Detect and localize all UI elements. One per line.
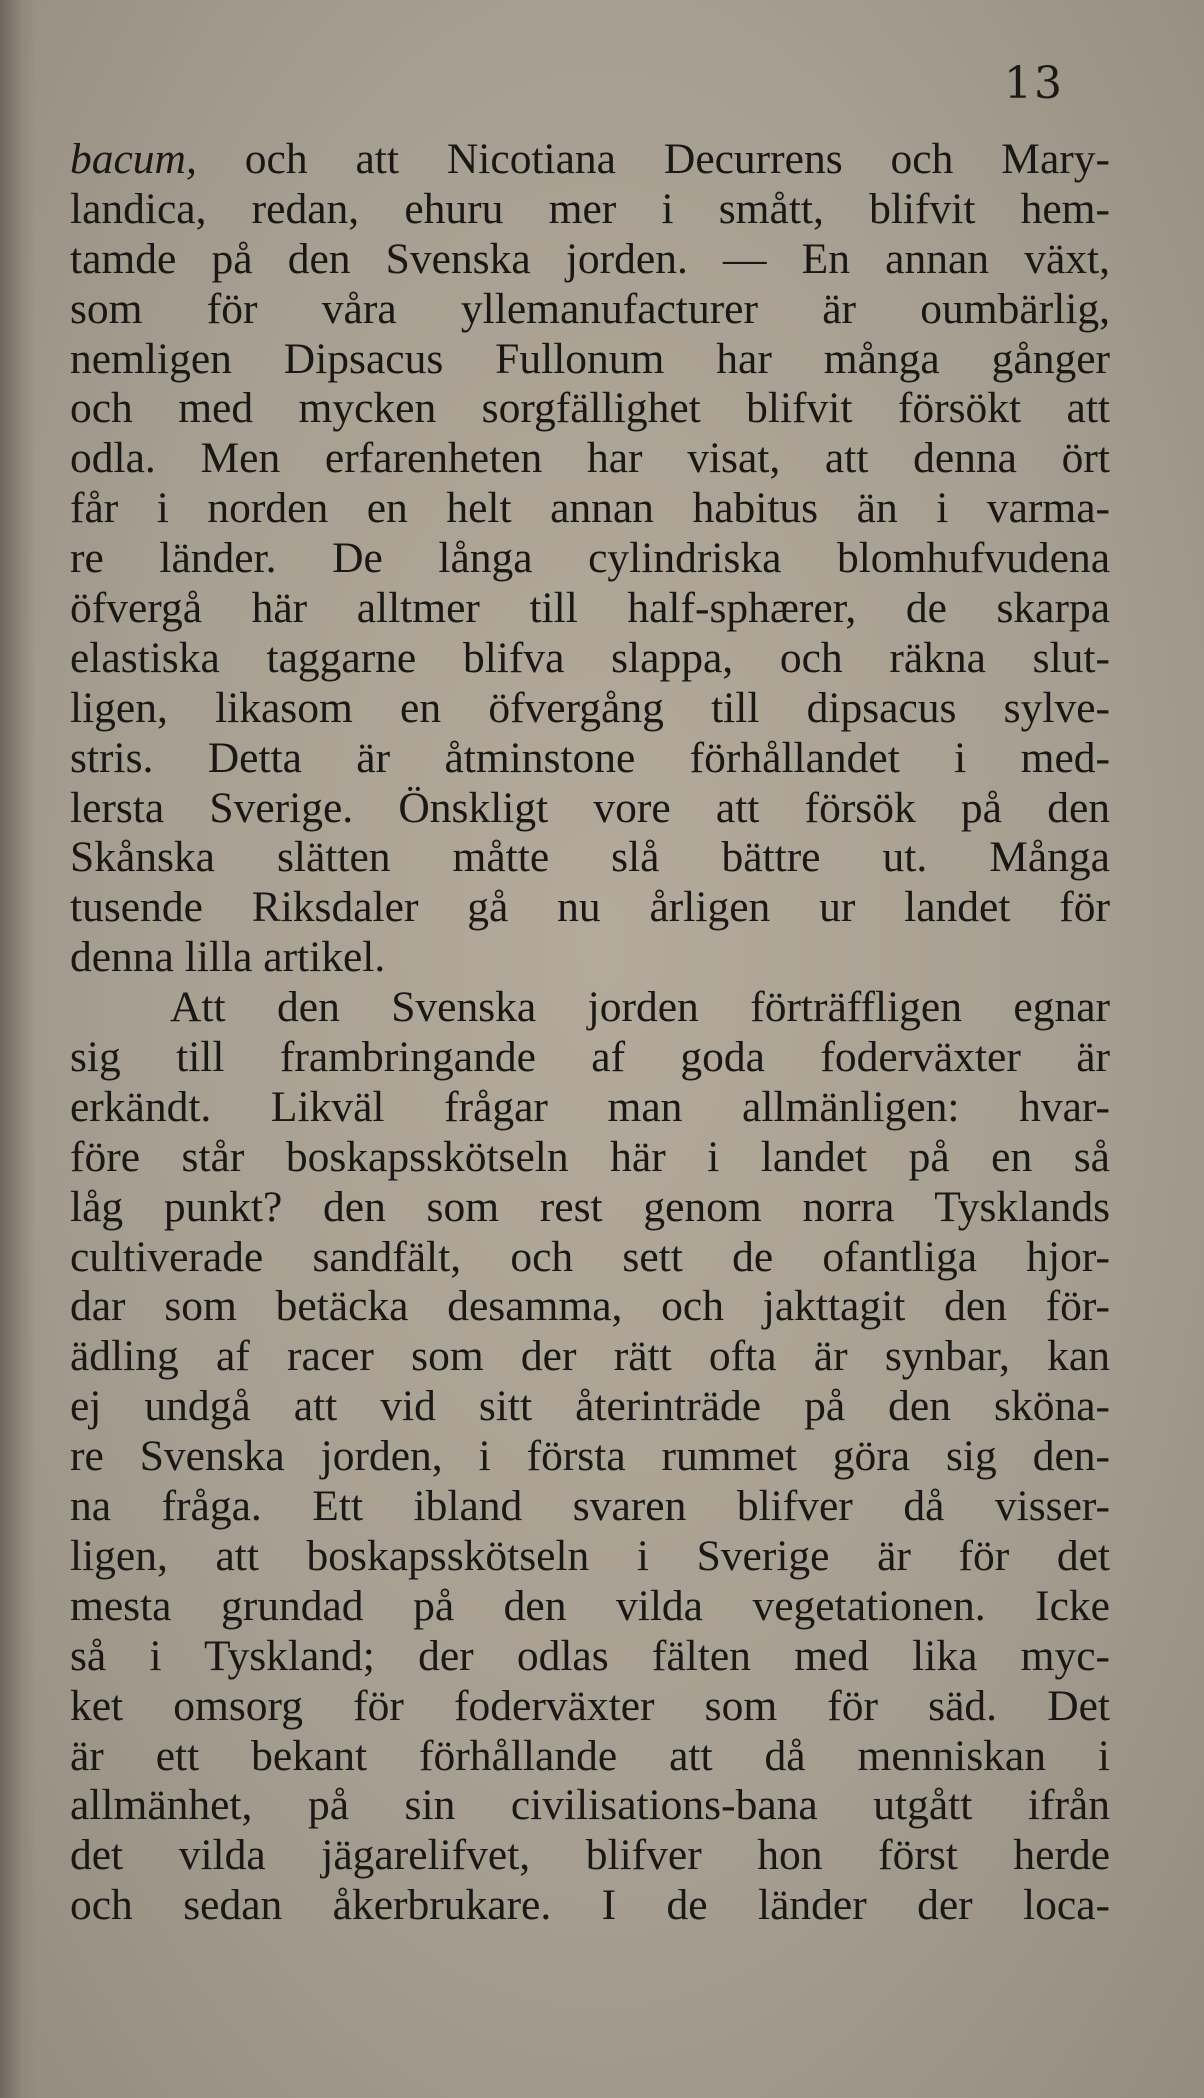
- body-text: [70, 135, 1110, 1931]
- text-line: allmänhet, på sin civilisations-bana utgått ifrån: [70, 1781, 1110, 1830]
- text-line: är ett bekant förhållande att då menniskan i: [70, 1731, 1110, 1780]
- text-line: ej undgå att vid sitt återinträde på den sköna-: [70, 1382, 1110, 1431]
- text-line: tusende Riksdaler gå nu årligen ur landet för: [70, 883, 1110, 932]
- text-line: lersta Sverige. Önskligt vore att försök på den: [70, 783, 1110, 832]
- text-line: så i Tyskland; der odlas fälten med lika myc-: [70, 1631, 1110, 1680]
- text-line: ligen, att boskapsskötseln i Sverige är för det: [70, 1531, 1110, 1580]
- text-line: Att den Svenska jorden förträffligen egnar: [170, 983, 1110, 1032]
- text-line: sig till frambringande af goda foderväxter är: [70, 1033, 1110, 1082]
- text-line: dar som betäcka desamma, och jakttagit den för-: [70, 1282, 1110, 1331]
- text-line: stris. Detta är åtminstone förhållandet i med-: [70, 733, 1110, 782]
- text-line: denna lilla artikel.: [70, 933, 386, 982]
- text-line: landica, redan, ehuru mer i smått, blifvit hem-: [70, 184, 1110, 233]
- text-line: öfvergå här alltmer till half-sphærer, de skarpa: [70, 584, 1110, 633]
- text-line: ket omsorg för foderväxter som för säd. Det: [70, 1681, 1110, 1730]
- text-line: na fråga. Ett ibland svaren blifver då visser-: [70, 1482, 1110, 1531]
- text-line: re länder. De långa cylindriska blomhufvudena: [70, 534, 1110, 583]
- text-line: som för våra yllemanufacturer är oumbärlig,: [70, 284, 1110, 333]
- text-line: det vilda jägarelifvet, blifver hon först herde: [70, 1831, 1110, 1880]
- text-line: tamde på den Svenska jorden. — En annan växt,: [70, 234, 1110, 283]
- text-line: och med mycken sorgfällighet blifvit försökt att: [70, 384, 1110, 433]
- text-line: före står boskapsskötseln här i landet på en så: [70, 1132, 1110, 1181]
- page-number: 13: [1004, 58, 1064, 109]
- paragraph-1: [70, 135, 1110, 983]
- paragraph-2: [70, 983, 1110, 1931]
- italic-word: bacum,: [70, 135, 197, 183]
- text-line: cultiverade sandfält, och sett de ofantliga hjor-: [70, 1232, 1110, 1281]
- text-line: erkändt. Likväl frågar man allmänligen: hvar-: [70, 1082, 1110, 1131]
- text-line: ligen, likasom en öfvergång till dipsacus sylve-: [70, 683, 1110, 732]
- text-line: får i norden en helt annan habitus än i varma-: [70, 484, 1110, 533]
- text-line: mesta grundad på den vilda vegetationen. Icke: [70, 1581, 1110, 1630]
- text-line: nemligen Dipsacus Fullonum har många gånger: [70, 334, 1110, 383]
- text-line: re Svenska jorden, i första rummet göra sig den-: [70, 1432, 1110, 1481]
- text-line: och sedan åkerbrukare. I de länder der loca-: [70, 1881, 1110, 1930]
- text-line: odla. Men erfarenheten har visat, att denna ört: [70, 434, 1110, 483]
- text-line: Skånska slätten måtte slå bättre ut. Många: [70, 833, 1110, 882]
- text-line: ädling af racer som der rätt ofta är synbar, kan: [70, 1332, 1110, 1381]
- text-line: elastiska taggarne blifva slappa, och räkna slut-: [70, 633, 1110, 682]
- binding-gutter-shadow: [0, 0, 36, 2098]
- text-line: bacum, och att Nicotiana Decurrens och Mary-: [70, 135, 1110, 183]
- text-line: låg punkt? den som rest genom norra Tysklands: [70, 1182, 1110, 1231]
